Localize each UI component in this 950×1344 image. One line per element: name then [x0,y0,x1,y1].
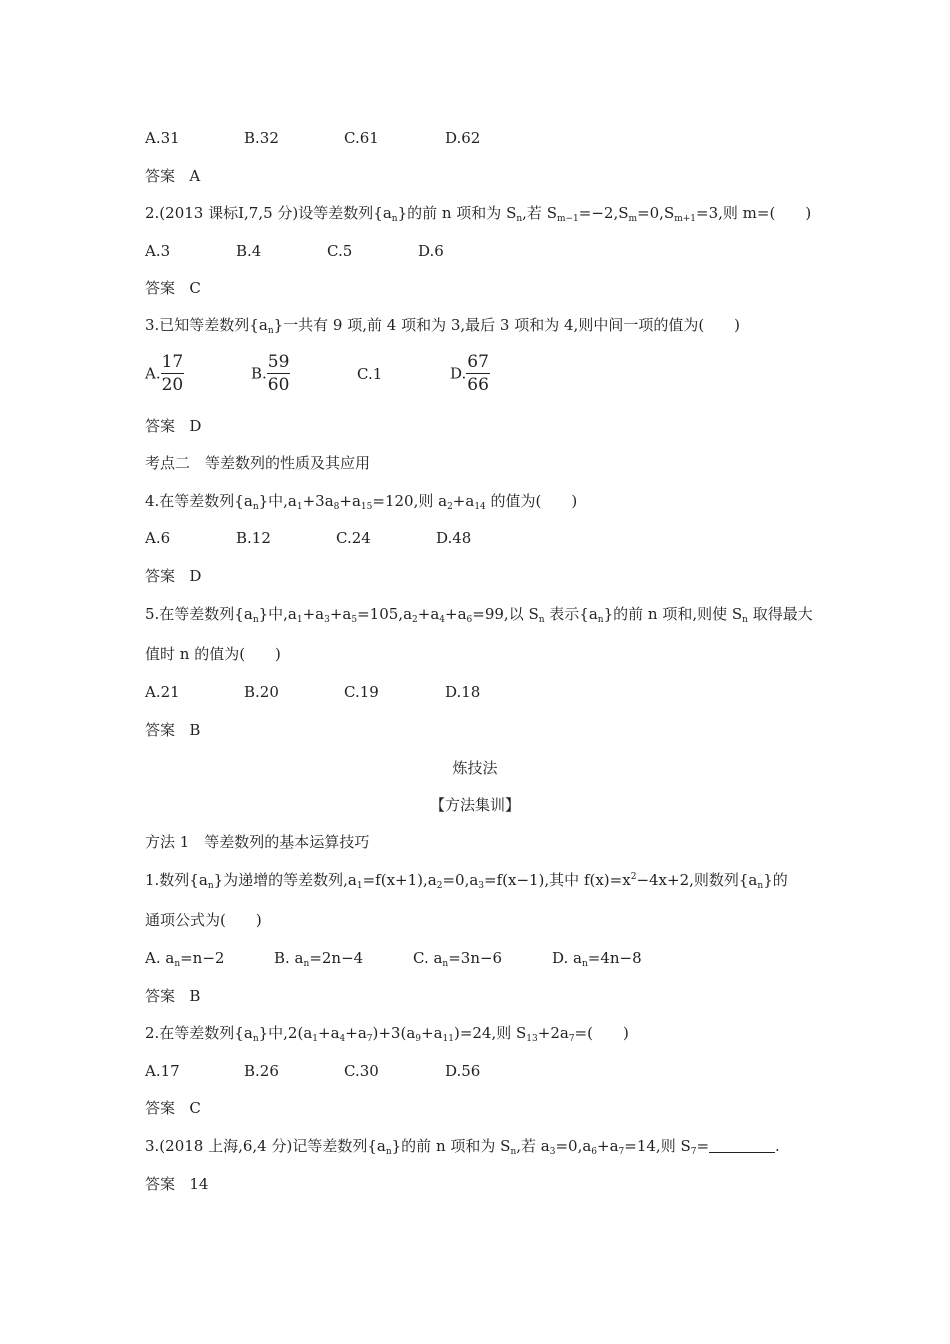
option-b: B.4 [236,242,262,260]
answer-value: B [189,721,201,739]
option-d: D.48 [436,529,472,547]
q3-answer: 答案 D [145,417,202,435]
option-c: C.19 [344,683,379,701]
q2-answer: 答案 C [145,279,201,297]
option-a: A.17 [145,1062,180,1080]
option-d: D. $a_n=4n-8$ [552,949,642,969]
m2-answer: 答案 C [145,1099,201,1117]
option-d: D.18 [445,683,481,701]
answer-value: D [189,417,202,435]
option-a: A.31 [145,129,180,147]
answer-value: D [189,567,202,585]
answer-value: C [189,1099,201,1117]
q4-answer: 答案 D [145,567,202,585]
option-b: B.12 [236,529,271,547]
option-d: D.6 [418,242,444,260]
q5-stem: 5.在等差数列$\{a_n\}$中$,a_1+a_3+a_5=105,a_2+a_4+a_6=99$,以 $S_n$ 表示$\{a_n\}$的前 n 项和,则使 $S_n$ 取得最大 [145,605,813,625]
q5-answer: 答案 B [145,721,201,739]
option-a: A.3 [145,242,171,260]
option-c: C.24 [336,529,371,547]
q3-stem: 3.已知等差数列$\{a_n\}$一共有 9 项,前 4 项和为 3,最后 3 项和为 4,则中间一项的值为( ) [145,316,741,336]
answer-value: C [189,279,201,297]
option-a: A.21 [145,683,180,701]
option-c: C. $a_n=3n-6$ [413,949,503,969]
option-b: B.20 [244,683,279,701]
section-heading: 炼技法 [452,759,498,777]
m1-stem-cont: 通项公式为( ) [145,911,262,929]
option-b: B.26 [244,1062,279,1080]
answer-value: B [189,987,201,1005]
m3-answer: 答案 14 [145,1175,209,1193]
answer-label: 答案 [145,167,176,185]
option-c: C.61 [344,129,379,147]
option-a: A. $\frac{17}{20}$ [145,352,184,395]
option-a: A. $a_n=n-2$ [145,949,225,969]
q4-stem: 4.在等差数列$\{a_n\}$中$,a_1+3a_8+a_{15}=120$,则 $a_2+a_{14}$ 的值为( ) [145,492,578,512]
option-b: B. $\frac{59}{60}$ [251,352,290,395]
option-d: D. $\frac{67}{66}$ [450,352,489,395]
answer-value: 14 [189,1175,209,1193]
option-c: C.30 [344,1062,379,1080]
fraction: $\frac{17}{20}$ [161,352,184,395]
section-title: 考点二 等差数列的性质及其应用 [145,454,371,472]
fraction: $\frac{59}{60}$ [267,352,290,395]
q2-stem: 2.(2013 课标Ⅰ,7,5 分)设等差数列$\{a_n\}$的前 n 项和为 $S_n$,若 $S_{m-1}=-2,S_m=0,S_{m+1}=3$,则 m=( ) [145,204,812,224]
q5-stem-cont: 值时 n 的值为( ) [145,645,281,663]
option-b: B. $a_n=2n-4$ [274,949,364,969]
section-subheading: 【方法集训】 [429,796,520,814]
m1-answer: 答案 B [145,987,201,1005]
option-a: A.6 [145,529,171,547]
m3-stem: 3.(2018 上海,6,4 分)记等差数列$\{a_n\}$的前 n 项和为 $S_n$,若 $a_3=0,a_6+a_7=14$,则 $S_7=$ . [145,1137,780,1157]
option-d: D.62 [445,129,481,147]
method-title: 方法 1 等差数列的基本运算技巧 [145,833,370,851]
option-b: B.32 [244,129,279,147]
m1-stem: 1.数列$\{a_n\}$为递增的等差数列$,a_1=f(x+1),a_2=0,a_3=f(x-1)$,其中 $f(x)=x^2-4x+2$,则数列$\{a_n\}$的 [145,871,788,891]
option-c: C.5 [327,242,353,260]
answer-blank[interactable] [709,1138,775,1153]
option-d: D.56 [445,1062,481,1080]
m2-stem: 2.在等差数列$\{a_n\}$中$,2(a_1+a_4+a_7)+3(a_9+a_{11})=24$,则 $S_{13}+2a_7=$( ) [145,1024,629,1044]
answer-value: A [189,167,201,185]
q-prev-answer [145,166,200,186]
option-c: C.1 [357,365,383,383]
fraction: $\frac{67}{66}$ [467,352,489,395]
